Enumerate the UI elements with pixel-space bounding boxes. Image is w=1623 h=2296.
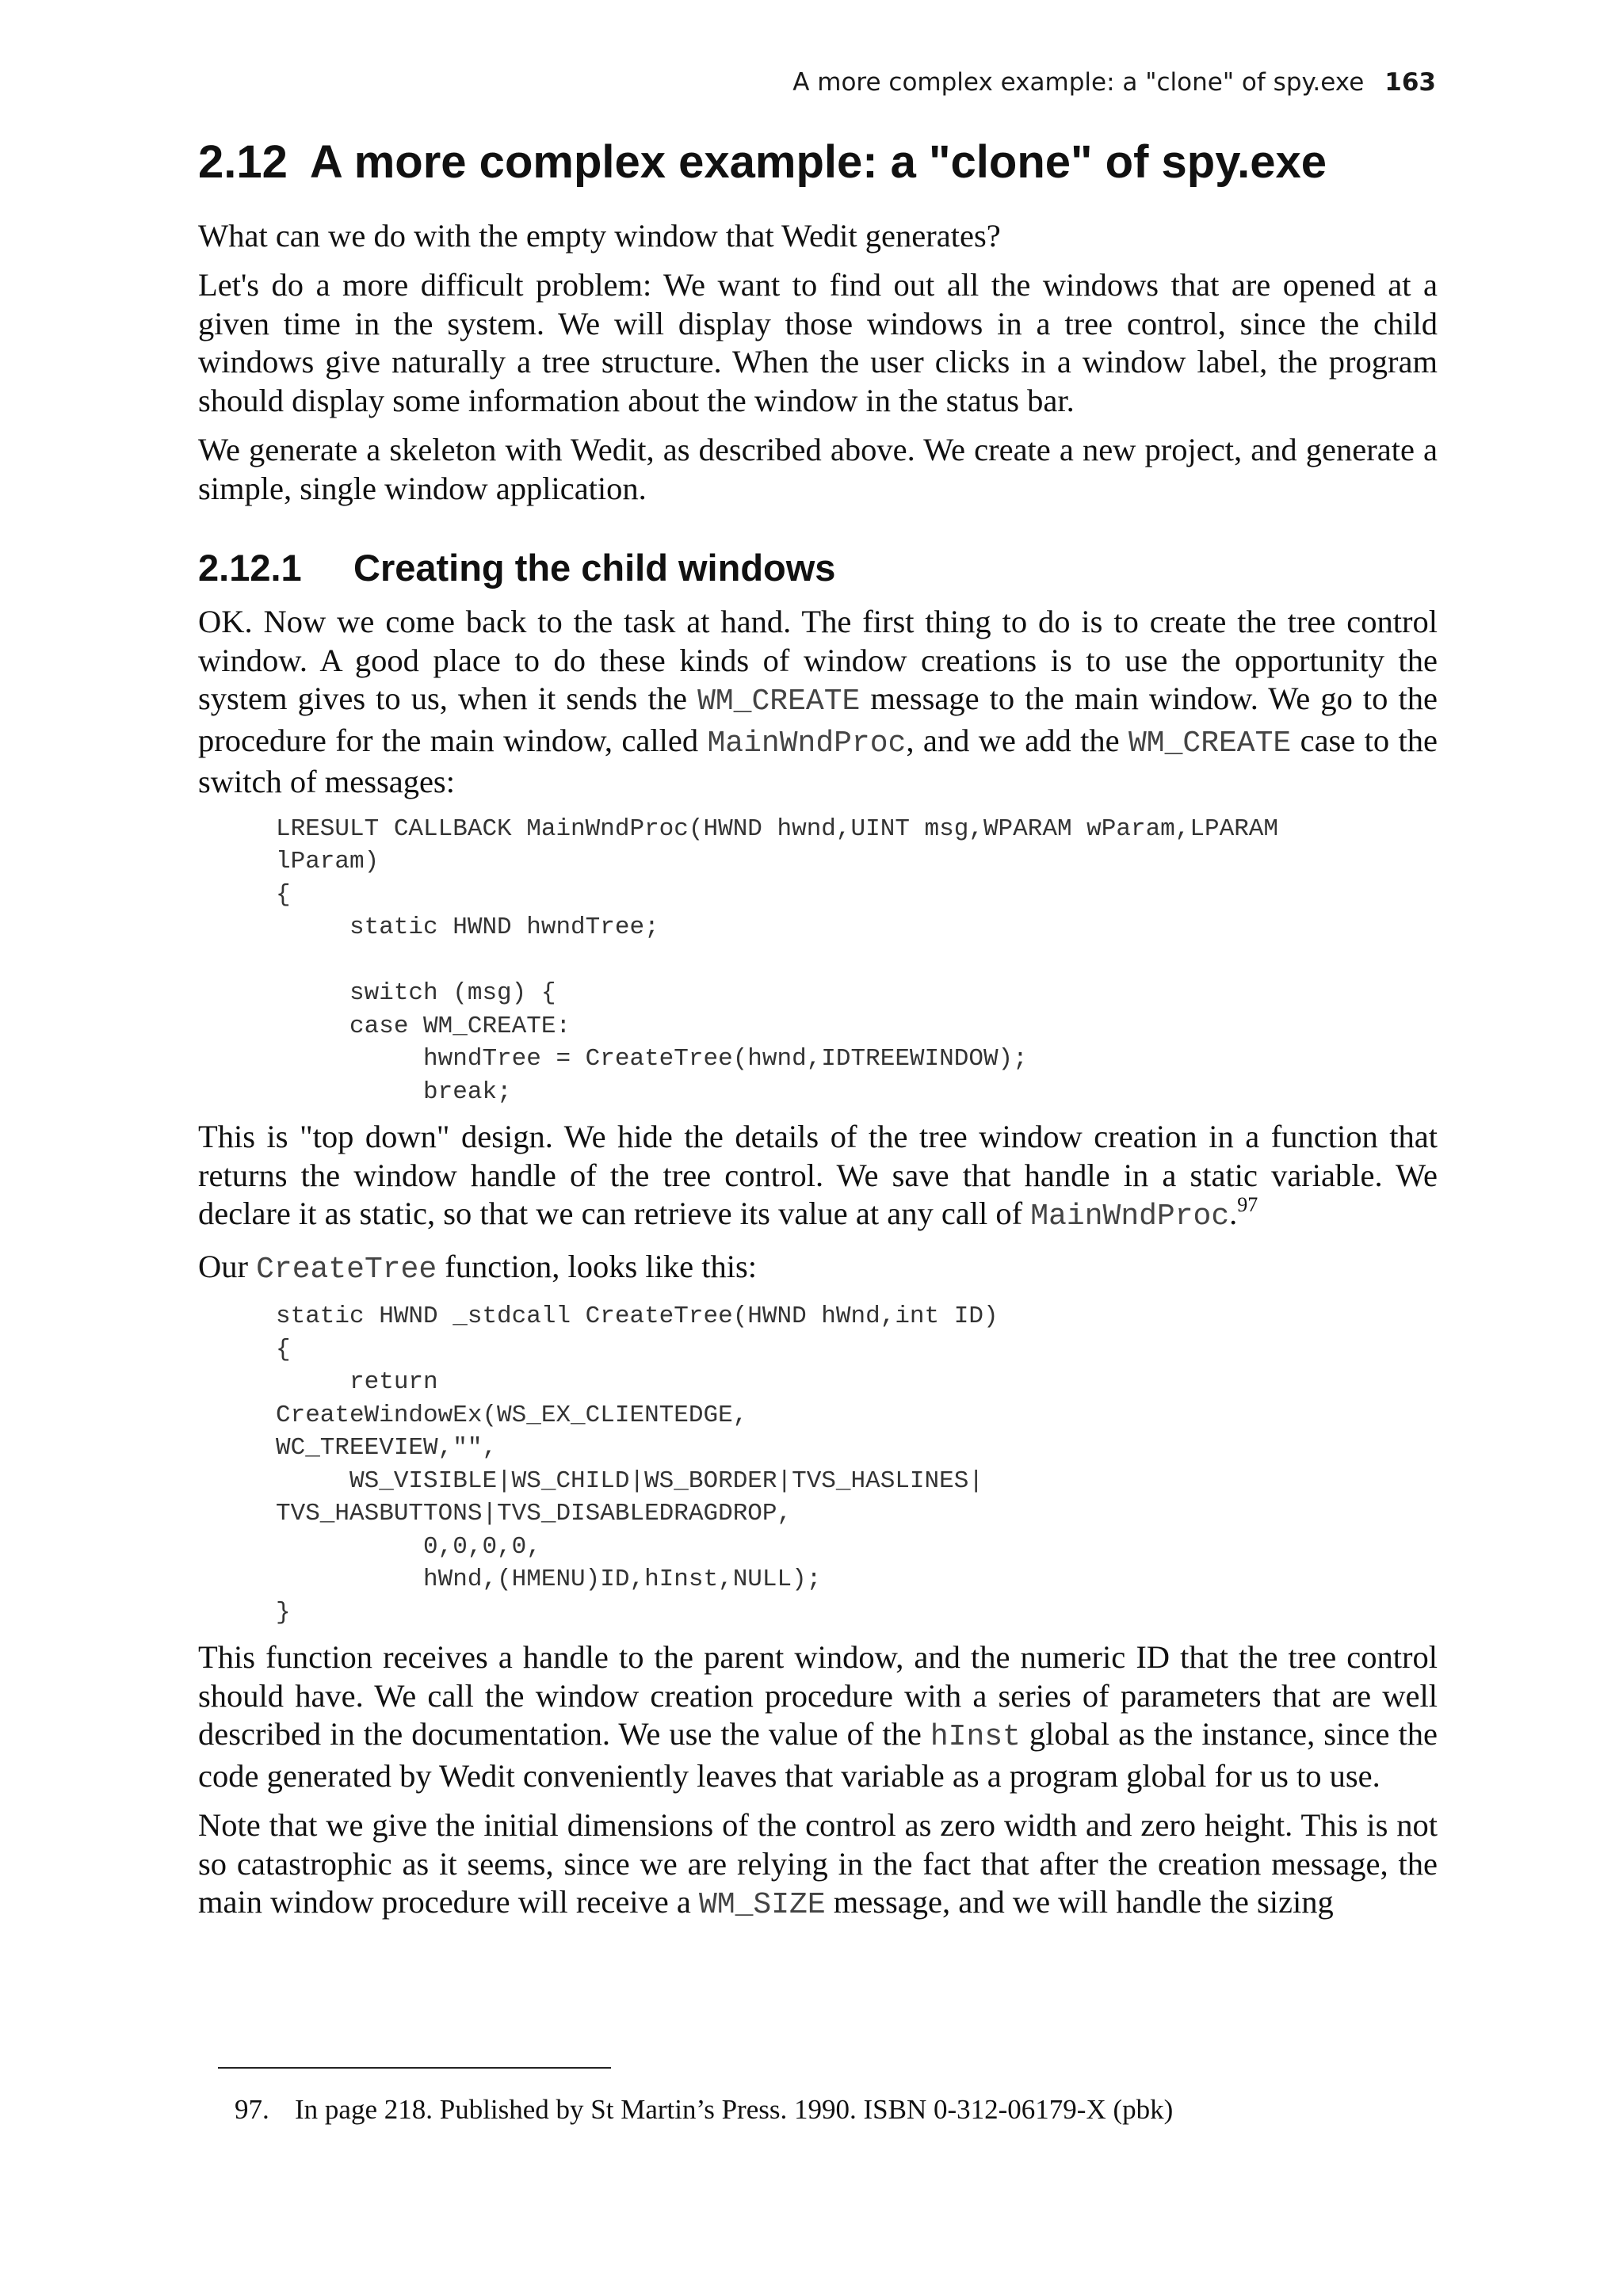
code-block: static HWND _stdcall CreateTree(HWND hWnd,int ID) { return CreateWindowEx(WS_EX_CLIENTEDGE, WC_TREEVIEW,"", WS_VISIBLE|WS_CHILD|WS_BORDER|TVS_HASLINES| TVS_HASBUTTONS|TVS_DISABLEDRAGDROP, 0,0,0,0, hWnd,(HMENU)ID,hInst,NULL); } (276, 1302, 999, 1627)
text-run: OK. Now we come back to the task at hand. The first thing to do is to create the tree control window. A good place to do these kinds of window creations is to use the opportunity the system gives to us, when it sends the (198, 604, 1438, 717)
paragraph (198, 1638, 1438, 1795)
inline-code: hInst (930, 1720, 1021, 1755)
subsection-heading (198, 546, 1438, 590)
paragraph: We generate a skeleton with Wedit, as described above. We create a new project, and generate a simple, single window application. (198, 432, 1438, 506)
section-title: A more complex example: a "clone" of spy.exe (309, 136, 1327, 188)
inline-code: MainWndProc (1030, 1199, 1230, 1234)
text-run: function, looks like this: (437, 1248, 758, 1284)
paragraph (198, 1248, 1438, 1290)
paragraph: What can we do with the empty window that Wedit generates? (198, 217, 1001, 254)
paragraph: Let's do a more difficult problem: We want to find out all the windows that are opened at a given time in the system. We will display those windows in a tree control, since the child windows give naturally a tree structure. When the user clicks in a window label, the program should display some information about the window in the status bar. (198, 267, 1438, 418)
inline-code: WM_SIZE (699, 1888, 826, 1923)
text-run: This is "top down" design. We hide the details of the tree window creation in a function that returns the window handle of the tree control. We save that handle in a static variable. We declare it as static, so that we can retrieve its value at any call of (198, 1119, 1438, 1232)
footnote-reference[interactable]: 97 (1237, 1193, 1258, 1217)
text-run: Our (198, 1248, 257, 1284)
text-run: . (1229, 1196, 1238, 1232)
inline-code: CreateTree (256, 1252, 437, 1287)
text-run: , and we add the (906, 722, 1128, 758)
running-header (792, 68, 1436, 97)
text-run: message, and we will handle the sizing (825, 1884, 1334, 1920)
text-run: global as the instance, since the code generated by Wedit conveniently leaves that variable as a program global for us to use. (198, 1716, 1438, 1794)
footnote-text: In page 218. Published by St Martin’s Press. 1990. ISBN 0-312-06179-X (pbk) (295, 2094, 1174, 2125)
text-run: Note that we give the initial dimensions of the control as zero width and zero height. This is not so catastrophic as it seems, since we are relying in the fact that after the creation message, the main window procedure will receive a (198, 1807, 1438, 1920)
page-body (198, 135, 1438, 1936)
section-number: 2.12 (198, 136, 288, 188)
inline-code: WM_CREATE (1128, 726, 1292, 761)
paragraph (198, 1118, 1438, 1237)
running-title: A more complex example: a "clone" of spy.exe (792, 68, 1365, 97)
footnote-divider (218, 2067, 611, 2069)
paragraph (198, 603, 1438, 802)
footnote-number: 97. (235, 2094, 269, 2125)
subsection-number: 2.12.1 (198, 547, 302, 589)
inline-code: MainWndProc (707, 726, 907, 761)
inline-code: WM_CREATE (697, 685, 861, 719)
footnote (235, 2094, 1423, 2126)
section-heading (198, 135, 1438, 190)
subsection-title: Creating the child windows (353, 547, 836, 589)
code-block: LRESULT CALLBACK MainWndProc(HWND hwnd,UINT msg,WPARAM wParam,LPARAM lParam) { static HWND hwndTree; switch (msg) { case WM_CREATE: hwndTree = CreateTree(hwnd,IDTREEWINDOW); break; (276, 814, 1279, 1106)
paragraph (198, 1806, 1438, 1925)
page-number: 163 (1384, 68, 1436, 97)
text-run: message to the main window. We go to the procedure for the main window, called (198, 681, 1438, 758)
text-run: case to the switch of messages: (198, 722, 1438, 800)
text-run: This function receives a handle to the parent window, and the numeric ID that the tree control should have. We call the window creation procedure with a series of parameters that are well described in the documentation. We use the value of the (198, 1639, 1438, 1753)
